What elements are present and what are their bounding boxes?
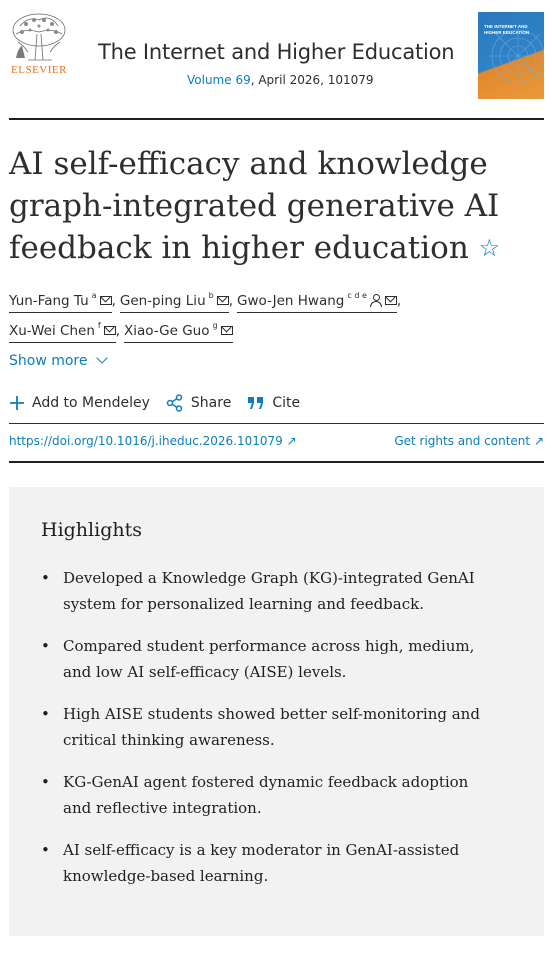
highlight-item: • Developed a Knowledge Graph (KG)-integrated GenAI system for personalized learning and feedback.: [41, 565, 481, 617]
show-more-button[interactable]: [9, 353, 106, 369]
highlight-item: • AI self-efficacy is a key moderator in GenAI-assisted knowledge-based learning.: [41, 837, 481, 889]
journal-title[interactable]: The Internet and Higher Education: [98, 40, 455, 64]
highlight-item: • Compared student performance across high, medium, and low AI self-efficacy (AISE) levels.: [41, 633, 481, 685]
add-to-mendeley-label: Add to Mendeley: [32, 395, 150, 411]
add-to-mendeley-button[interactable]: [9, 395, 150, 411]
author-name: Xu-Wei Chen: [9, 323, 95, 339]
quote-icon: [247, 395, 265, 411]
links-divider: [9, 461, 544, 463]
actions-divider: [9, 423, 544, 424]
separator: ,: [115, 323, 121, 339]
cover-title-text: THE INTERNET AND HIGHER EDUCATION: [484, 24, 530, 35]
highlights-section: [9, 487, 544, 936]
journal-cover-image[interactable]: [478, 12, 544, 99]
article-title: [9, 143, 529, 269]
affiliation-marker: g: [212, 321, 218, 330]
person-icon[interactable]: [370, 294, 382, 306]
rights-text: Get rights and content: [394, 434, 531, 448]
highlights-list: [41, 565, 481, 905]
author-name: Gen-ping Liu: [119, 293, 206, 309]
author-name: Gwo-Jen Hwang: [237, 293, 345, 309]
star-icon[interactable]: ☆: [478, 234, 501, 262]
publisher-wordmark[interactable]: ELSEVIER: [11, 64, 67, 76]
cite-button[interactable]: [247, 395, 300, 411]
header-divider: [9, 118, 544, 120]
author-name: Yun-Fang Tu: [9, 293, 89, 309]
author-link[interactable]: [237, 286, 397, 313]
highlights-heading: Highlights: [41, 519, 142, 541]
cite-label: Cite: [272, 395, 301, 411]
doi-link[interactable]: [9, 434, 297, 448]
chevron-down-icon: [96, 352, 107, 363]
email-icon[interactable]: [104, 326, 116, 335]
email-icon[interactable]: [385, 296, 397, 305]
journal-issue-info: [187, 73, 374, 87]
email-icon[interactable]: [221, 326, 233, 335]
article-title-text: AI self-efficacy and knowledge graph-integrated generative AI feedback in higher education: [9, 146, 500, 266]
highlight-item: • KG-GenAI agent fostered dynamic feedback adoption and reflective integration.: [41, 769, 481, 821]
email-icon[interactable]: [100, 296, 112, 305]
author-list: [9, 286, 549, 346]
affiliation-marker: c d e: [347, 291, 367, 300]
author-name: Xiao-Ge Guo: [124, 323, 210, 339]
plus-icon: [9, 395, 25, 411]
affiliation-marker: a: [91, 291, 97, 300]
author-link[interactable]: [9, 286, 112, 313]
issue-date-article-number: , April 2026, 101079: [250, 73, 374, 87]
external-link-icon: ↗: [286, 434, 297, 448]
email-icon[interactable]: [217, 296, 229, 305]
share-button[interactable]: [166, 394, 231, 412]
doi-text: https://doi.org/10.1016/j.iheduc.2026.101079: [9, 434, 283, 448]
separator: ,: [228, 293, 233, 309]
separator: ,: [111, 293, 116, 309]
share-icon: [166, 394, 184, 412]
share-label: Share: [190, 395, 232, 411]
external-link-icon: ↗: [533, 434, 544, 448]
author-link[interactable]: [120, 286, 229, 313]
article-actions: [9, 391, 316, 415]
highlight-item: • High AISE students showed better self-monitoring and critical thinking awareness.: [41, 701, 481, 753]
affiliation-marker: f: [97, 321, 101, 330]
author-link[interactable]: [9, 316, 116, 343]
author-link[interactable]: [124, 316, 233, 343]
affiliation-marker: b: [208, 291, 214, 300]
show-more-label: Show more: [9, 353, 88, 369]
volume-link[interactable]: Volume 69: [187, 73, 251, 87]
journal-header: [0, 0, 552, 118]
rights-link[interactable]: [394, 434, 544, 448]
separator: ,: [396, 293, 402, 309]
